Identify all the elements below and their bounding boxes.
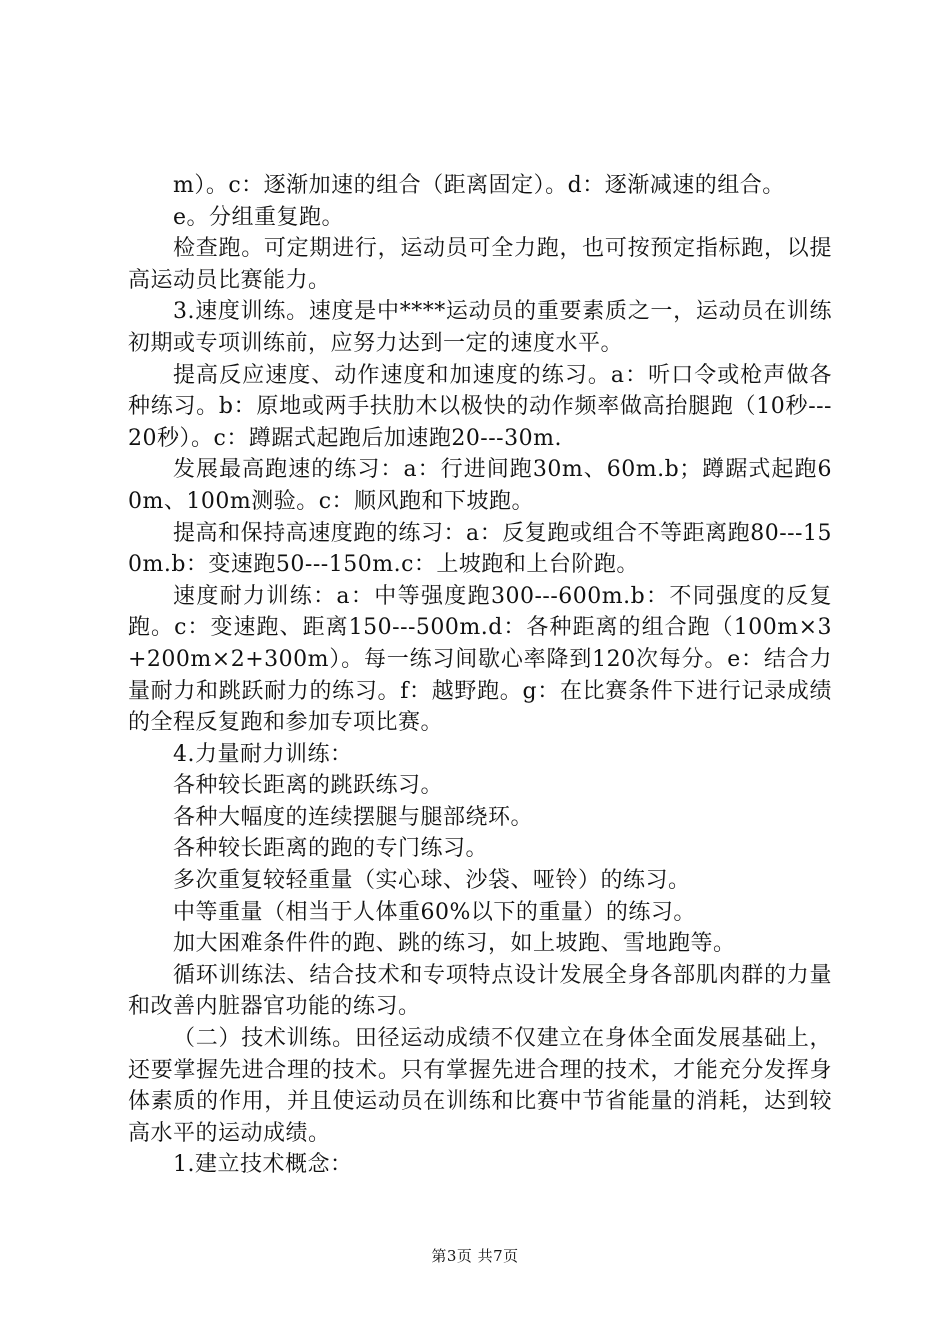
paragraph: 各种较长距离的跑的专门练习。 xyxy=(173,836,489,862)
paragraph: 1.建立技术概念： xyxy=(173,1152,353,1178)
paragraph: 提高反应速度、动作速度和加速度的练习。a：听口令或枪声做各种练习。b：原地或两手扶肋木以极快的动作频率做高抬腿跑（10秒---20秒）。c：蹲踞式起跑后加速跑20---30m. xyxy=(128,362,832,451)
paragraph: 各种大幅度的连续摆腿与腿部绕环。 xyxy=(173,804,534,830)
page-number-footer: 第3页 共7页 xyxy=(431,1247,519,1265)
paragraph: 各种较长距离的跳跃练习。 xyxy=(173,773,444,799)
paragraph: 循环训练法、结合技术和专项特点设计发展全身各部肌肉群的力量和改善内脏器官功能的练习。 xyxy=(128,962,832,1020)
paragraph: m）。c：逐渐加速的组合（距离固定）。d：逐渐减速的组合。 xyxy=(173,173,785,198)
paragraph: 多次重复较轻重量（实心球、沙袋、哑铃）的练习。 xyxy=(173,868,691,894)
paragraph: 加大困难条件件的跑、跳的练习，如上坡跑、雪地跑等。 xyxy=(173,931,736,957)
paragraph: 速度耐力训练：a：中等强度跑300---600m.b：不同强度的反复跑。c：变速跑、距离150---500m.d：各种距离的组合跑（100m×3+200m×2+300m）。每一练习间歇心率降到120次每分。e：结合力量耐力和跳跃耐力的练习。f：越野跑。g：在比赛条件下进行记录成绩的全程反复跑和参加专项比赛。 xyxy=(128,583,832,736)
document-body xyxy=(128,170,832,1181)
paragraph: 4.力量耐力训练： xyxy=(173,741,353,767)
paragraph: （二）技术训练。田径运动成绩不仅建立在身体全面发展基础上，还要掌握先进合理的技术。只有掌握先进合理的技术，才能充分发挥身体素质的作用，并且使运动员在训练和比赛中节省能量的消耗，达到较高水平的运动成绩。 xyxy=(128,1026,832,1146)
paragraph: 提高和保持高速度跑的练习：a：反复跑或组合不等距离跑80---150m.b：变速跑50---150m.c：上坡跑和上台阶跑。 xyxy=(128,520,832,578)
paragraph: 3.速度训练。速度是中****运动员的重要素质之一，运动员在训练初期或专项训练前，应努力达到一定的速度水平。 xyxy=(128,299,832,356)
paragraph: e。分组重复跑。 xyxy=(173,204,345,230)
paragraph: 检查跑。可定期进行，运动员可全力跑，也可按预定指标跑，以提高运动员比赛能力。 xyxy=(128,236,832,293)
paragraph: 中等重量（相当于人体重60%以下的重量）的练习。 xyxy=(173,899,696,925)
paragraph: 发展最高跑速的练习：a：行进间跑30m、60m.b；蹲踞式起跑60m、100m测验。c：顺风跑和下坡跑。 xyxy=(128,457,832,514)
